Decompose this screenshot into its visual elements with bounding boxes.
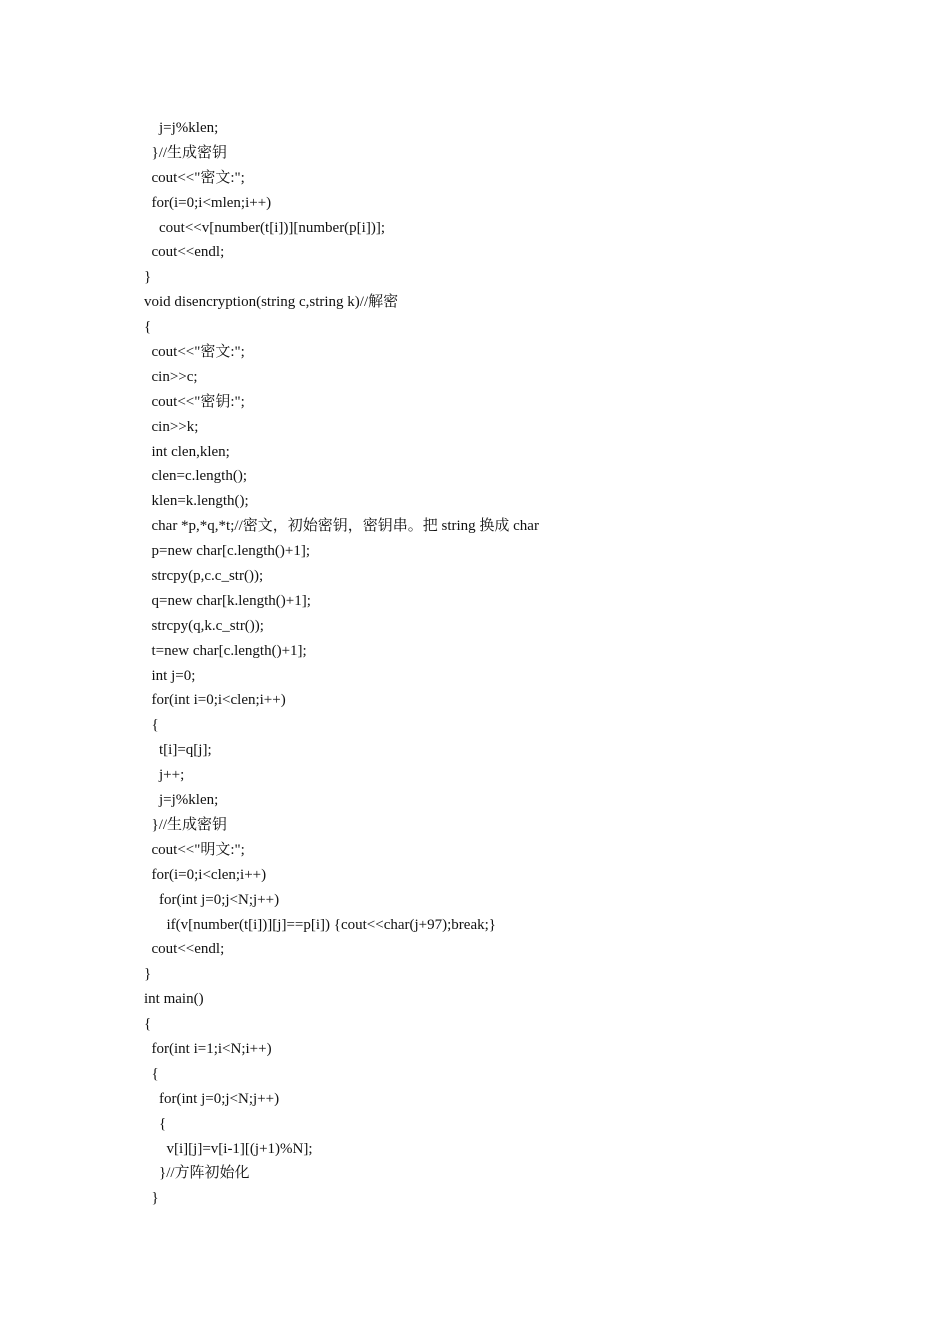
code-line: for(i=0;i<clen;i++): [144, 866, 267, 883]
code-line: p=new char[c.length()+1];: [144, 543, 311, 560]
code-line: for(int j=0;j<N;j++): [144, 1090, 280, 1107]
code-line: void disencryption(string c,string k)//解密: [144, 294, 399, 311]
code-line: cout<<v[number(t[i])][number(p[i])];: [144, 219, 385, 236]
code-line: for(int j=0;j<N;j++): [144, 891, 280, 908]
code-line: }//方阵初始化: [144, 1165, 250, 1182]
code-line: {: [144, 1016, 152, 1033]
code-line: t=new char[c.length()+1];: [144, 642, 307, 659]
code-line: q=new char[k.length()+1];: [144, 592, 311, 609]
code-line: }: [144, 269, 152, 286]
code-line: }//生成密钥: [144, 144, 228, 161]
code-line: {: [144, 319, 152, 336]
code-line: cout<<"密文:";: [144, 169, 245, 186]
code-line: strcpy(p,c.c_str());: [144, 568, 264, 585]
code-line: {: [144, 1115, 167, 1132]
code-line: cout<<endl;: [144, 941, 225, 958]
code-line: klen=k.length();: [144, 493, 249, 510]
code-line: clen=c.length();: [144, 468, 248, 485]
code-line: if(v[number(t[i])][j]==p[i]) {cout<<char(j+97);break;}: [144, 916, 496, 933]
code-line: char *p,*q,*t;//密文，初始密钥，密钥串。把 string 换成 char: [144, 518, 539, 535]
code-line: cin>>k;: [144, 418, 199, 435]
code-line: {: [144, 1065, 159, 1082]
code-line: cout<<"密文:";: [144, 344, 245, 361]
code-line: cin>>c;: [144, 368, 198, 385]
code-line: cout<<endl;: [144, 244, 225, 261]
code-line: j=j%klen;: [144, 120, 219, 136]
code-line: for(int i=1;i<N;i++): [144, 1040, 272, 1057]
code-line: for(i=0;i<mlen;i++): [144, 194, 272, 211]
code-line: int j=0;: [144, 667, 196, 684]
code-line: cout<<"明文:";: [144, 841, 245, 858]
code-line: int clen,klen;: [144, 443, 230, 460]
code-line: j=j%klen;: [144, 792, 219, 809]
code-line: {: [144, 717, 159, 734]
code-line: for(int i=0;i<clen;i++): [144, 692, 286, 709]
code-line: cout<<"密钥:";: [144, 393, 245, 410]
code-block: [144, 116, 904, 1211]
code-line: }: [144, 1190, 159, 1207]
code-line: j++;: [144, 767, 185, 784]
code-line: strcpy(q,k.c_str());: [144, 617, 264, 634]
code-line: int main(): [144, 991, 204, 1008]
code-line: t[i]=q[j];: [144, 742, 212, 759]
code-line: v[i][j]=v[i-1][(j+1)%N];: [144, 1140, 313, 1157]
code-line: }: [144, 966, 152, 983]
code-line: }//生成密钥: [144, 816, 228, 833]
